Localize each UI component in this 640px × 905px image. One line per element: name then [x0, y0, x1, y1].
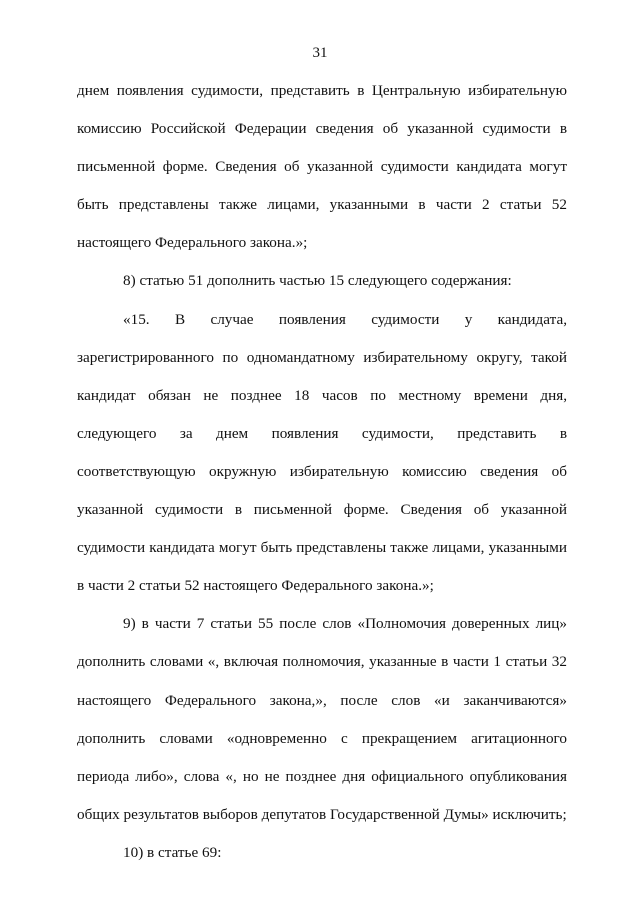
page-number: 31: [312, 45, 328, 61]
paragraph-item-10: 10) в статье 69:: [123, 843, 222, 861]
document-body: [77, 72, 567, 872]
paragraph-item-9: 9) в части 7 статьи 55 после слов «Полномочия доверенных лиц» дополнить словами «, включая полномочия, указанные в части 1 статьи 32 настоящего Федерального закона,», после слов «и заканчиваются» дополнить словами «одновременно с прекращением агитационного периода либо», слова «, но не позднее дня официального опубликования общих результатов выборов депутатов Государственной Думы» исключить;: [77, 615, 567, 823]
paragraph-continuation: днем появления судимости, представить в Центральную избирательную комиссию Российской Федерации сведения об указанной судимости в письменной форме. Сведения об указанной судимости кандидата могут быть представлены также лицами, указанными в части 2 статьи 52 настоящего Федерального закона.»;: [77, 82, 567, 252]
paragraph-item-8: 8) статью 51 дополнить частью 15 следующего содержания:: [123, 272, 512, 290]
paragraph-quoted-part-15: «15. В случае появления судимости у кандидата, зарегистрированного по одномандатному избирательному округу, такой кандидат обязан не позднее 18 часов по местному времени дня, следующего за днем появления судимости, представить в соответствующую окружную избирательную комиссию сведения об указанной судимости в письменной форме. Сведения об указанной судимости кандидата могут быть представлены также лицами, указанными в части 2 статьи 52 настоящего Федерального закона.»;: [77, 310, 567, 595]
